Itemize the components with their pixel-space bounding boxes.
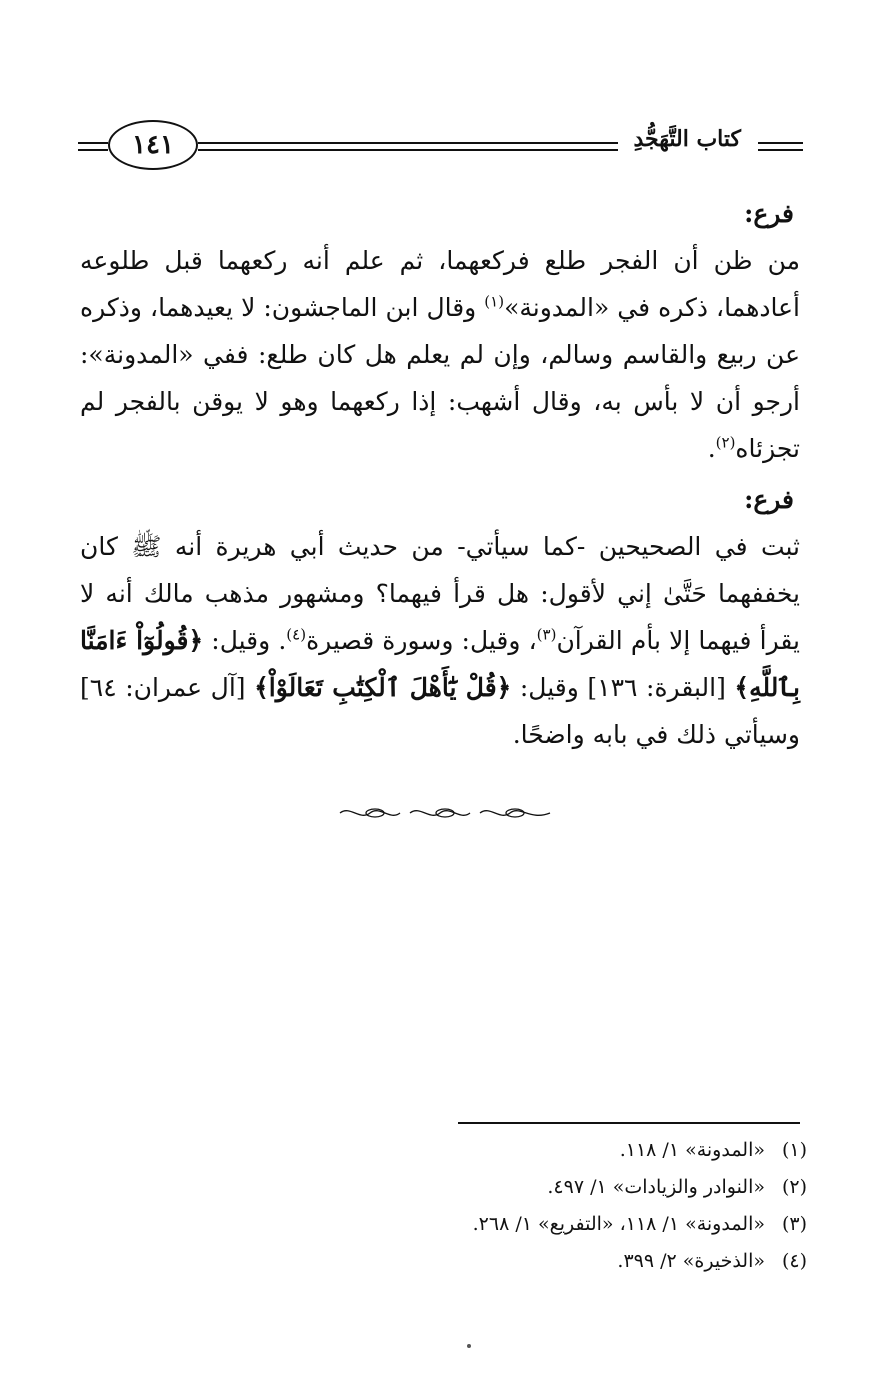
paragraph-1-text: من ظن أن الفجر طلع فركعهما، ثم علم أنه ركعهما قبل طلوعه أعادهما، ذكره في «المدونة»: [80, 246, 800, 322]
main-text: [80, 186, 800, 758]
footnote-1: [307, 1132, 807, 1169]
quran-verse-2: ﴿قُلْ يَٰٓأَهْلَ ٱلْكِتَٰبِ تَعَالَوْاْ﴾: [254, 673, 512, 702]
footnote-number: (٣): [781, 1213, 807, 1235]
footnote-number: (١): [781, 1139, 807, 1161]
section-divider-ornament: [335, 803, 555, 823]
paragraph-2-text-b: ، وقيل: وسورة قصيرة: [306, 626, 537, 655]
paragraph-2-text-c: . وقيل:: [203, 626, 287, 655]
footnote-ref-1[interactable]: (١): [484, 292, 505, 311]
header-rule-right: [758, 142, 803, 144]
footnote-number: (٤): [781, 1250, 807, 1272]
page-number: ١٤١: [108, 120, 198, 170]
footnote-separator: [458, 1122, 800, 1124]
paragraph-1-text-c: .: [707, 434, 716, 463]
footnote-text: «الذخيرة» ٢/ ٣٩٩.: [617, 1250, 765, 1272]
footnote-text: «المدونة» ١/ ١١٨.: [619, 1139, 765, 1161]
header-rule-left-2: [78, 149, 108, 151]
paragraph-1: [80, 237, 800, 472]
section-heading-1: فرع:: [744, 199, 794, 228]
verse-reference-1: [البقرة: ١٣٦] وقيل:: [511, 673, 735, 702]
footnote-ref-4[interactable]: (٤): [286, 625, 307, 644]
book-title: كتاب التَّهَجُّدِ: [633, 126, 741, 152]
verse-reference-2: [آل عمران: ٦٤] وسيأتي ذلك في بابه واضحًا.: [80, 673, 800, 749]
quran-verse-1: ﴿قُولُوٓاْ ءَامَنَّا بِٱللَّهِ﴾: [80, 626, 800, 702]
footnote-text: «النوادر والزيادات» ١/ ٤٩٧.: [547, 1176, 765, 1198]
paragraph-2-text: ثبت في الصحيحين -كما سيأتي- من حديث أبي هريرة أنه ﷺ كان يخففهما حَتَّىٰ إني لأقول: هل قرأ فيهما؟ ومشهور مذهب مالك أنه لا يقرأ فيهما إلا بأم القرآن: [80, 532, 800, 655]
section-heading-2: فرع:: [744, 485, 794, 514]
footnote-ref-2[interactable]: (٢): [715, 433, 736, 452]
header-rule-left: [78, 142, 108, 144]
page-dot: [467, 1344, 471, 1348]
footnote-ref-3[interactable]: (٣): [536, 625, 557, 644]
footnote-3: [307, 1206, 807, 1243]
header-rule-middle: [198, 142, 618, 144]
footnote-4: [307, 1243, 807, 1280]
footnote-2: [307, 1169, 807, 1206]
header-rule-middle-2: [198, 149, 618, 151]
footnote-number: (٢): [781, 1176, 807, 1198]
footnote-text: «المدونة» ١/ ١١٨، «التفريع» ١/ ٢٦٨.: [472, 1213, 765, 1235]
paragraph-2: [80, 523, 800, 758]
footnotes: [307, 1132, 807, 1280]
page-header: [78, 118, 803, 178]
header-rule-right-2: [758, 149, 803, 151]
paragraph-1-text-b: وقال ابن الماجشون: لا يعيدهما، وذكره عن ربيع والقاسم وسالم، وإن لم يعلم هل كان طلع: ففي «المدونة»: أرجو أن لا بأس به، وقال أشهب: إذا ركعهما وهو لا يوقن بالفجر لم تجزئاه: [80, 293, 800, 463]
